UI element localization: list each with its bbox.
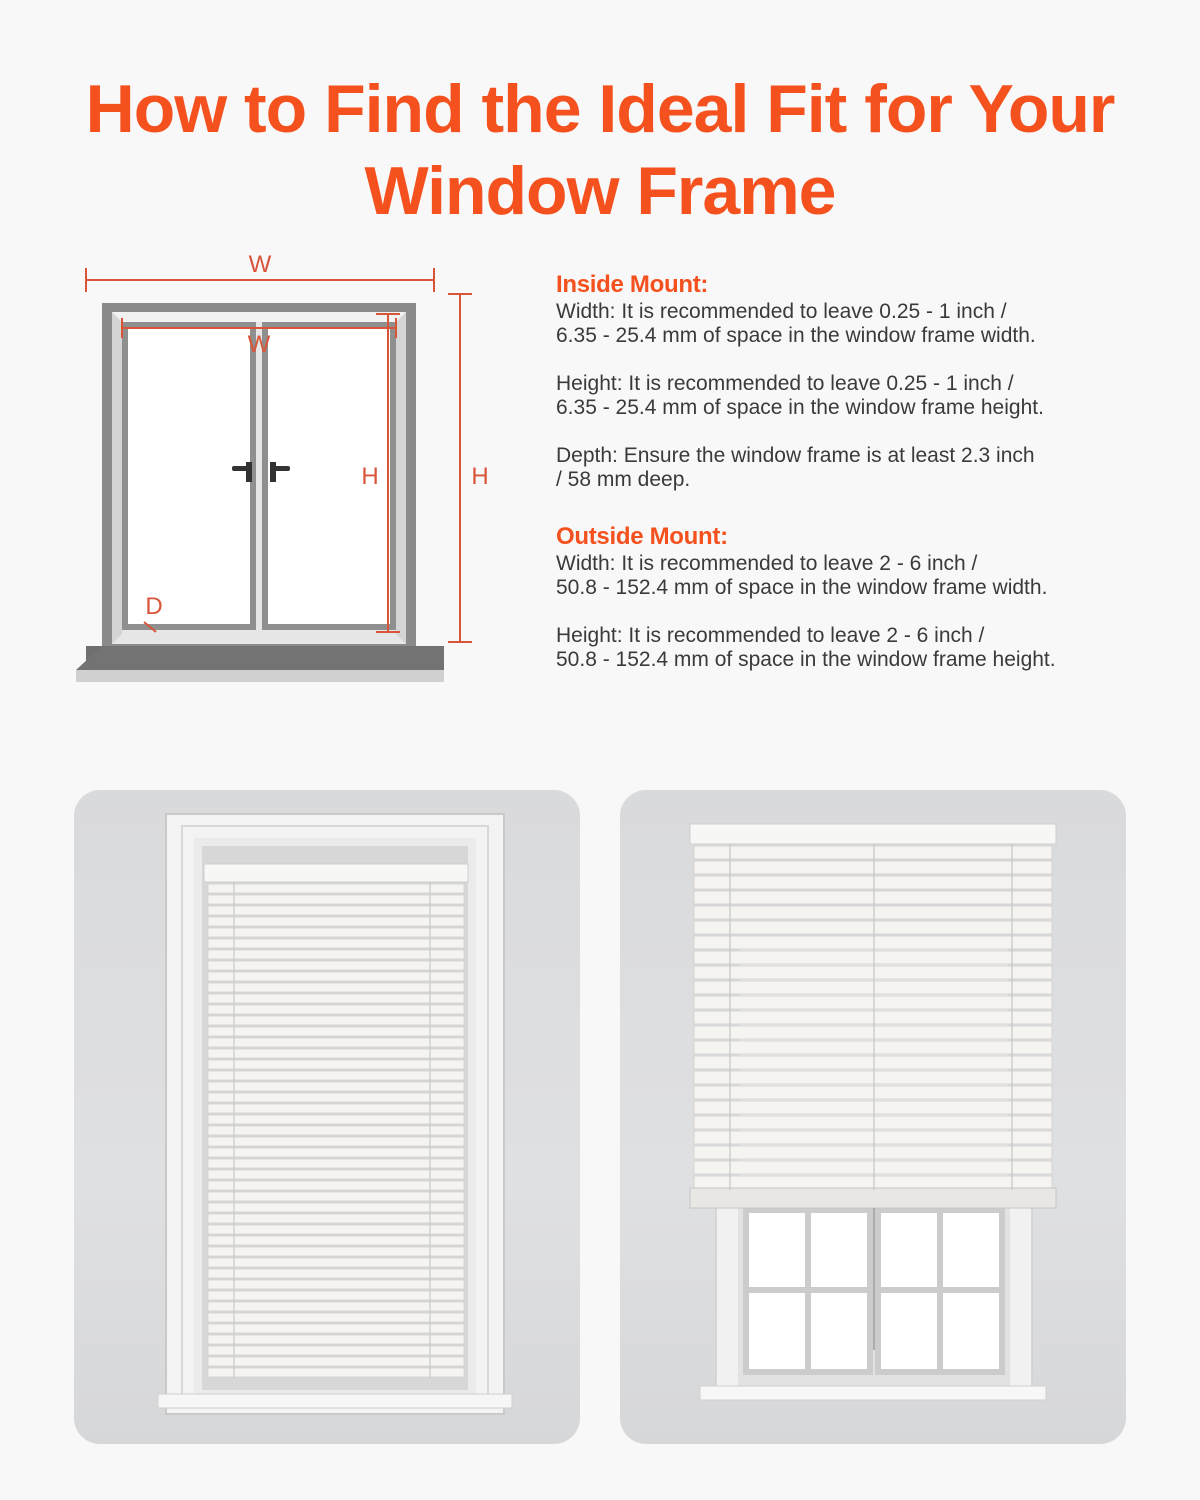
- blind-slat: [208, 1038, 464, 1047]
- blind-slat: [208, 1159, 464, 1168]
- blind-slat: [208, 1357, 464, 1366]
- blind-slat: [694, 891, 1052, 904]
- outside-mount-photo: [620, 790, 1126, 1444]
- inside-mount-illustration: [74, 790, 580, 1444]
- blind-slat: [208, 1137, 464, 1146]
- blind-slat: [694, 1176, 1052, 1189]
- blind-slat: [694, 1086, 1052, 1099]
- blind-slat: [208, 1148, 464, 1157]
- window-measurement-diagram: [60, 240, 510, 700]
- blind-slat: [694, 1101, 1052, 1114]
- blind-slat: [208, 1313, 464, 1322]
- outside-height-line-1: Height: It is recommended to leave 2 - 6 inch /: [556, 624, 985, 647]
- blind-slat: [208, 1060, 464, 1069]
- mounting-instructions: [556, 270, 1156, 672]
- outside-mount-heading: Outside Mount:: [556, 523, 728, 550]
- blind-slat: [208, 1049, 464, 1058]
- blind-slat: [208, 1269, 464, 1278]
- outer-width-label: W: [248, 251, 272, 278]
- blind-slat: [208, 1302, 464, 1311]
- blind-slat: [208, 1082, 464, 1091]
- inside-height-line-2: 6.35 - 25.4 mm of space in the window frame height.: [556, 396, 1044, 419]
- blind-slat: [208, 1005, 464, 1014]
- inside-height-line-1: Height: It is recommended to leave 0.25 - 1 inch /: [556, 372, 1014, 395]
- blind-slat: [694, 906, 1052, 919]
- blind-slat: [208, 1093, 464, 1102]
- blind-slat: [694, 1071, 1052, 1084]
- blind-slat: [208, 1115, 464, 1124]
- blind-slat: [208, 895, 464, 904]
- blind-slat: [208, 1126, 464, 1135]
- blind-slat: [694, 981, 1052, 994]
- blind-slat: [208, 1181, 464, 1190]
- blind-slat: [208, 1324, 464, 1333]
- blind-slat: [208, 1071, 464, 1080]
- window-diagram-svg: [60, 240, 510, 700]
- blind-slat: [694, 951, 1052, 964]
- inner-height-label: H: [361, 463, 379, 490]
- blind-slat: [694, 1116, 1052, 1129]
- blind-slat: [208, 1170, 464, 1179]
- inside-width-line-1: Width: It is recommended to leave 0.25 - 1 inch /: [556, 300, 1007, 323]
- blind-slat: [208, 950, 464, 959]
- blind-slat: [694, 1146, 1052, 1159]
- blind-slat: [694, 1056, 1052, 1069]
- blind-slat: [208, 917, 464, 926]
- blind-slat: [208, 939, 464, 948]
- blind-slat: [208, 1346, 464, 1355]
- blind-slat: [208, 972, 464, 981]
- inside-depth-line-2: / 58 mm deep.: [556, 468, 691, 491]
- blind-slat: [208, 928, 464, 937]
- inner-width-label: W: [247, 331, 271, 358]
- outside-width-line-1: Width: It is recommended to leave 2 - 6 inch /: [556, 552, 978, 575]
- outside-width-line-2: 50.8 - 152.4 mm of space in the window frame width.: [556, 576, 1048, 599]
- blind-slat: [208, 1214, 464, 1223]
- blind-slat: [694, 996, 1052, 1009]
- page-title: [0, 68, 1200, 232]
- outside-height-line-2: 50.8 - 152.4 mm of space in the window frame height.: [556, 648, 1056, 671]
- blind-slat: [208, 994, 464, 1003]
- blind-slats: [208, 884, 464, 1377]
- blind-slat: [694, 861, 1052, 874]
- blind-slat: [208, 1280, 464, 1289]
- blind-slat: [208, 961, 464, 970]
- title-line-1: How to Find the Ideal Fit for Your: [85, 71, 1115, 147]
- blind-slat: [694, 1161, 1052, 1174]
- blind-slat: [208, 884, 464, 893]
- blind-slat: [694, 1131, 1052, 1144]
- blind-slat: [694, 1041, 1052, 1054]
- blind-slat: [208, 1291, 464, 1300]
- blind-slat: [208, 1258, 464, 1267]
- blind-slat: [694, 1026, 1052, 1039]
- inside-width-line-2: 6.35 - 25.4 mm of space in the window frame width.: [556, 324, 1036, 347]
- inside-mount-heading: Inside Mount:: [556, 271, 709, 298]
- blind-slat: [694, 846, 1052, 859]
- inside-depth-line-1: Depth: Ensure the window frame is at least 2.3 inch: [556, 444, 1035, 467]
- blind-slat: [208, 1247, 464, 1256]
- blind-slat: [208, 1192, 464, 1201]
- blind-slat: [208, 1104, 464, 1113]
- blind-slat: [694, 876, 1052, 889]
- outer-height-label: H: [471, 463, 489, 490]
- blind-slat: [694, 966, 1052, 979]
- outside-mount-illustration: [620, 790, 1126, 1444]
- blind-slat: [208, 1225, 464, 1234]
- blind-slats: [694, 846, 1052, 1189]
- blind-slat: [208, 983, 464, 992]
- blind-slat: [694, 921, 1052, 934]
- inside-mount-photo: [74, 790, 580, 1444]
- blind-slat: [208, 1335, 464, 1344]
- blind-slat: [208, 906, 464, 915]
- blind-slat: [208, 1016, 464, 1025]
- title-line-2: Window Frame: [364, 153, 836, 229]
- blind-slat: [208, 1236, 464, 1245]
- blind-slat: [208, 1368, 464, 1377]
- blind-slat: [208, 1203, 464, 1212]
- blind-slat: [208, 1027, 464, 1036]
- blind-slat: [694, 1011, 1052, 1024]
- blind-slat: [694, 936, 1052, 949]
- depth-label: D: [145, 593, 163, 620]
- outer-height-dimension: [448, 294, 472, 642]
